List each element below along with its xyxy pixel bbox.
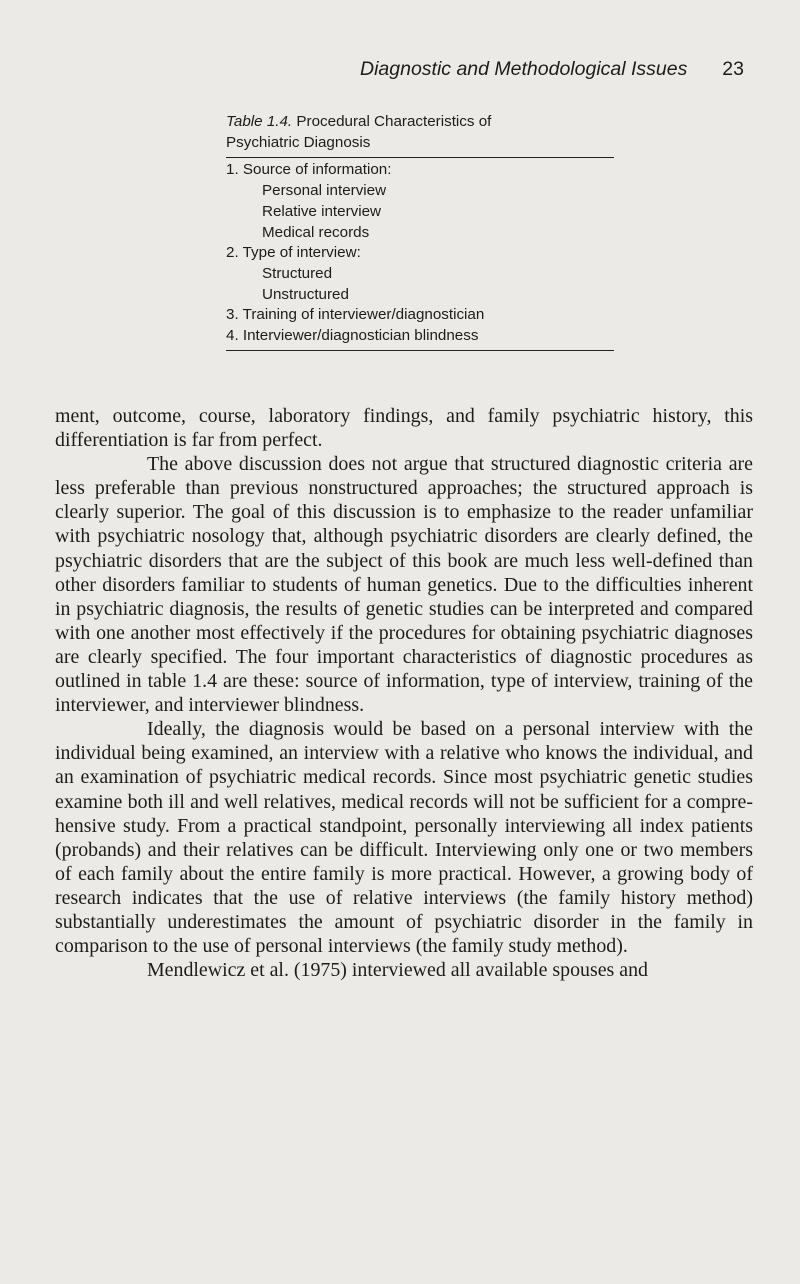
table-caption [226,112,614,153]
table-rows [226,160,614,346]
table-subitem: Personal interview [262,182,387,200]
table-item: 2. Type of interview: [226,244,361,262]
running-title: Diagnostic and Methodological Issues [360,58,688,80]
table-subitem: Unstructured [262,285,349,303]
table-subitem: Structured [262,264,333,282]
body-text [55,404,753,982]
table-bottom-rule [226,350,614,351]
page-number: 23 [722,58,744,80]
body-paragraph: Mendlewicz et al. (1975) interviewed all available spouses and [147,959,648,982]
table-label: Table 1.4. [226,113,293,130]
table-item: 4. Interviewer/diagnostician blindness [226,327,479,345]
table-1-4 [226,112,614,351]
table-caption-line2: Psychiatric Diagnosis [226,133,371,151]
table-subitem: Medical records [262,223,370,241]
table-item: 3. Training of interviewer/diagnostician [226,306,485,324]
body-paragraph: The above discussion does not argue that structured diagnostic criteria are less preferable than previous nonstructured approaches; the structured approach is clearly superior. The goal of this discussion is to emphasize to the reader unfamiliar with psychiatric nosology that, although psychiatric disorders are clearly defined, the psychiatric disorders that are the subject of this book are much less well-defined than other disorders familiar to students of human genetics. Due to the difficulties inherent in psychiatric diagnosis, the results of genetic studies can be interpreted and compared with one another most effectively if the procedures for obtaining psychiatric diagnoses are clearly specified. The four important characteristics of diagnostic procedures as outlined in table 1.4 are these: source of information, type of interview, training of the interviewer, and interviewer blindness. [55,453,753,717]
body-paragraph: Ideally, the diagnosis would be based on a personal interview with the individual being examined, an interview with a relative who knows the individual, and an examination of psychiatric medical records. Since most psychiatric genetic studies examine both ill and well relatives, medical records will not be sufficient for a comprehensive study. From a practical standpoint, personally interviewing all index patients (probands) and their relatives can be difficult. Interviewing only one or two members of each family about the entire family is more practical. However, a growing body of research indicates that the use of relative interviews (the family history method) substantially underestimates the amount of psychiatric disorder in the family in comparison to the use of personal interviews (the family study method). [55,718,753,958]
table-top-rule [226,157,614,158]
table-caption-line1: Procedural Characteristics of [296,113,492,130]
body-paragraph: ment, outcome, course, laboratory findings, and family psychiatric history, this differentiation is far from perfect. [55,405,753,452]
table-subitem: Relative interview [262,202,382,220]
table-item: 1. Source of information: [226,161,392,179]
running-header [360,58,744,81]
